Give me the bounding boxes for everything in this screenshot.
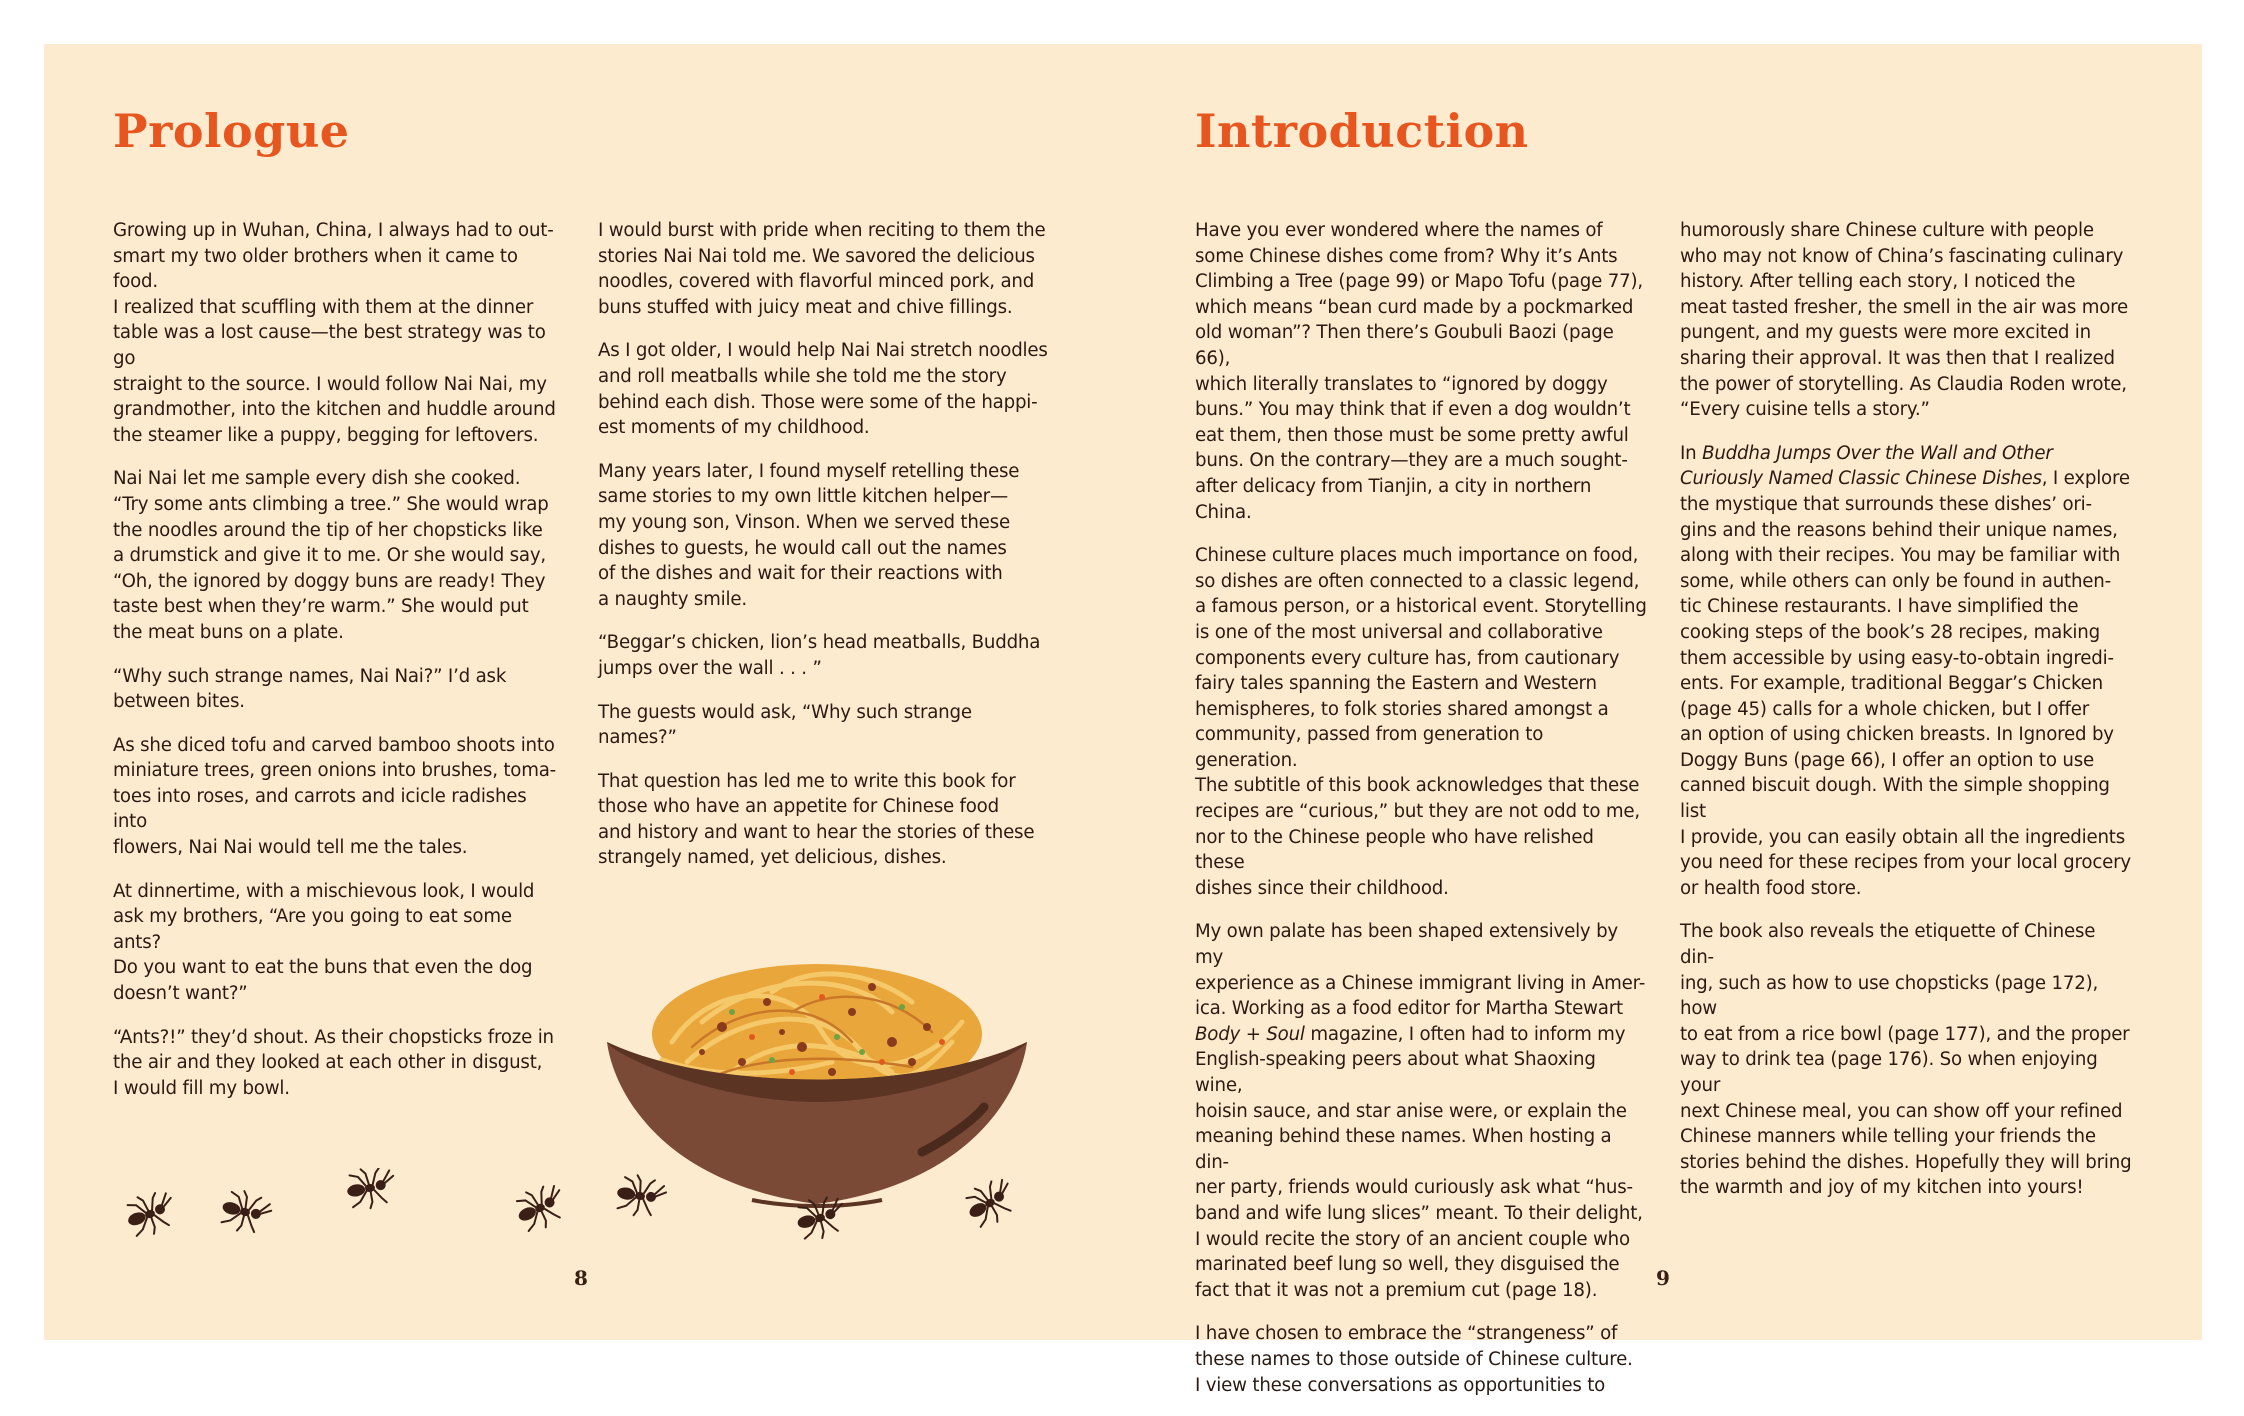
prologue-title: Prologue bbox=[113, 104, 350, 158]
ant-icon bbox=[511, 1179, 571, 1236]
ant-icon bbox=[614, 1172, 668, 1220]
prologue-column-1 bbox=[113, 218, 565, 1119]
paragraph: That question has led me to write this book for those who have an appetite for Chinese food and history and want to hear the stories of these strangely named, yet delicious, dishes. bbox=[598, 770, 1035, 869]
paragraph: “Why such strange names, Nai Nai?” I’d ask between bites. bbox=[113, 665, 507, 713]
paragraph: Many years later, I found myself retelling these same stories to my own little kitchen helper— my young son, Vinson. When we served these dishes to guests, he would call out the names of the dishes and wait for their reactions with a naughty smile. bbox=[598, 460, 1020, 610]
ant-icon bbox=[344, 1168, 398, 1212]
ant-icon bbox=[122, 1187, 181, 1241]
magazine-title: Body + Soul bbox=[1195, 1023, 1305, 1045]
paragraph: As I got older, I would help Nai Nai stretch noodles and roll meatballs while she told me the story behind each dish. Those were some of the happi- est moments of my childhood. bbox=[598, 340, 1048, 439]
text-run: In bbox=[1680, 442, 1703, 464]
text-run: My own palate has been shaped extensively by my experience as a Chinese immigrant living in Amer- ica. Working as a food editor for Martha Stewart bbox=[1195, 921, 1646, 1020]
text-run: , I explore the mystique that surrounds these dishes’ ori- gins and the reasons behind their unique names, along with their recipes. You may be familiar with some, while others can only be found in authen- tic Chinese restaurants. I have simplified the cooking steps of the book’s 28 recipes, making them accessible by using easy-to-obtain ingredi- ents. For example, traditional Beggar’s Chicken (page 45) calls for a whole chicken, but I offer an option of using chicken breasts. In Ignored by Doggy Buns (page 66), I offer an option to use canned biscuit dough. With the simple shopping list I provide, you can easily obtain all the ingredients you need for these recipes from your local grocery or health food store. bbox=[1680, 468, 2131, 899]
ants-row bbox=[120, 1168, 1080, 1248]
page-number-right: 9 bbox=[1656, 1266, 1670, 1290]
paragraph: Nai Nai let me sample every dish she cooked. “Try some ants climbing a tree.” She would wrap the noodles around the tip of her chopsticks like a drumstick and give it to me. Or she would say, “Oh, the ignored by doggy buns are ready! They taste best when they’re warm.” She would put the meat buns on a plate. bbox=[113, 468, 549, 643]
introduction-column-1 bbox=[1195, 218, 1647, 1416]
paragraph: Chinese culture places much importance on food, so dishes are often connected to a classic legend, a famous person, or a historical event. Storytelling is one of the most universal and collaborative components every culture has, from cautionary fairy tales spanning the Eastern and Western hemispheres, to folk stories shared amongst a community, passed from generation to generation. The subtitle of this book acknowledges that these recipes are “curious,” but they are not odd to me, nor to the Chinese people who have relished these dishes since their childhood. bbox=[1195, 545, 1647, 899]
paragraph: As she diced tofu and carved bamboo shoots into miniature trees, green onions into brushes, toma- toes into roses, and carrots and icicle radishes into flowers, Nai Nai would tell me the tales. bbox=[113, 734, 557, 859]
paragraph: “Beggar’s chicken, lion’s head meatballs, Buddha jumps over the wall . . . ” bbox=[598, 632, 1041, 679]
paragraph: I have chosen to embrace the “strangeness” of these names to those outside of Chinese culture. I view these conversations as opportunities to bbox=[1195, 1323, 1633, 1396]
paragraph: At dinnertime, with a mischievous look, I would ask my brothers, “Are you going to eat some ants? Do you want to eat the buns that even the dog doesn’t want?” bbox=[113, 880, 535, 1005]
text-run: magazine, I often had to inform my English-speaking peers about what Shaoxing wine, hoisin sauce, and star anise were, or explain the meaning behind these names. When hosting a din- ner party, friends would curiously ask what “hus- band and wife lung slices” meant. To their delight, I would recite the story of an ancient couple who marinated beef lung so well, they disguised the fact that it was not a premium cut (page 18). bbox=[1195, 1023, 1643, 1301]
paragraph: humorously share Chinese culture with people who may not know of China’s fascinating culinary history. After telling each story, I noticed the meat tasted fresher, the smell in the air was more pungent, and my guests were more excited in sharing their approval. It was then that I realized the power of storytelling. As Claudia Roden wrote, “Every cuisine tells a story.” bbox=[1680, 220, 2128, 421]
paragraph: Growing up in Wuhan, China, I always had to out- smart my two older brothers when it came to food. I realized that scuffling with them at the dinner table was a lost cause—the best strategy was to go straight to the source. I would follow Nai Nai, my grandmother, into the kitchen and huddle around the steamer like a puppy, begging for leftovers. bbox=[113, 220, 556, 446]
ant-icon bbox=[793, 1192, 850, 1243]
paragraph bbox=[1680, 441, 2132, 902]
page-number-left: 8 bbox=[574, 1266, 588, 1290]
paragraph: The guests would ask, “Why such strange names?” bbox=[598, 701, 972, 749]
paragraph: The book also reveals the etiquette of Chinese din- ing, such as how to use chopsticks (page 172), how to eat from a rice bowl (page 177), and the proper way to drink tea (page 176). So when enjoying your next Chinese meal, you can show off your refined Chinese manners while telling your friends the stories behind the dishes. Hopefully they will bring the warmth and joy of my kitchen into yours! bbox=[1680, 921, 2132, 1199]
ant-icon bbox=[960, 1173, 1022, 1232]
book-title: Buddha Jumps Over the Wall and Other Curiously Named Classic Chinese Dishes bbox=[1680, 442, 2053, 490]
paragraph: Have you ever wondered where the names of some Chinese dishes come from? Why it’s Ants Climbing a Tree (page 99) or Mapo Tofu (page 77), which means “bean curd made by a pockmarked old woman”? Then there’s Goubuli Baozi (page 66), which literally translates to “ignored by doggy buns.” You may think that if even a dog wouldn’t eat them, then those must be some pretty awful buns. On the contrary—they are a much sought- after delicacy from Tianjin, a city in northern China. bbox=[1195, 220, 1643, 523]
introduction-column-2 bbox=[1680, 218, 2132, 1219]
paragraph bbox=[1195, 919, 1647, 1303]
prologue-column-2 bbox=[598, 218, 1050, 889]
paragraph: “Ants?!” they’d shout. As their chopsticks froze in the air and they looked at each other in disgust, I would fill my bowl. bbox=[113, 1026, 554, 1099]
ant-icon bbox=[218, 1187, 275, 1238]
introduction-title: Introduction bbox=[1195, 104, 1529, 158]
paragraph: I would burst with pride when reciting to them the stories Nai Nai told me. We savored the delicious noodles, covered with flavorful minced pork, and buns stuffed with juicy meat and chive fillings. bbox=[598, 220, 1046, 318]
